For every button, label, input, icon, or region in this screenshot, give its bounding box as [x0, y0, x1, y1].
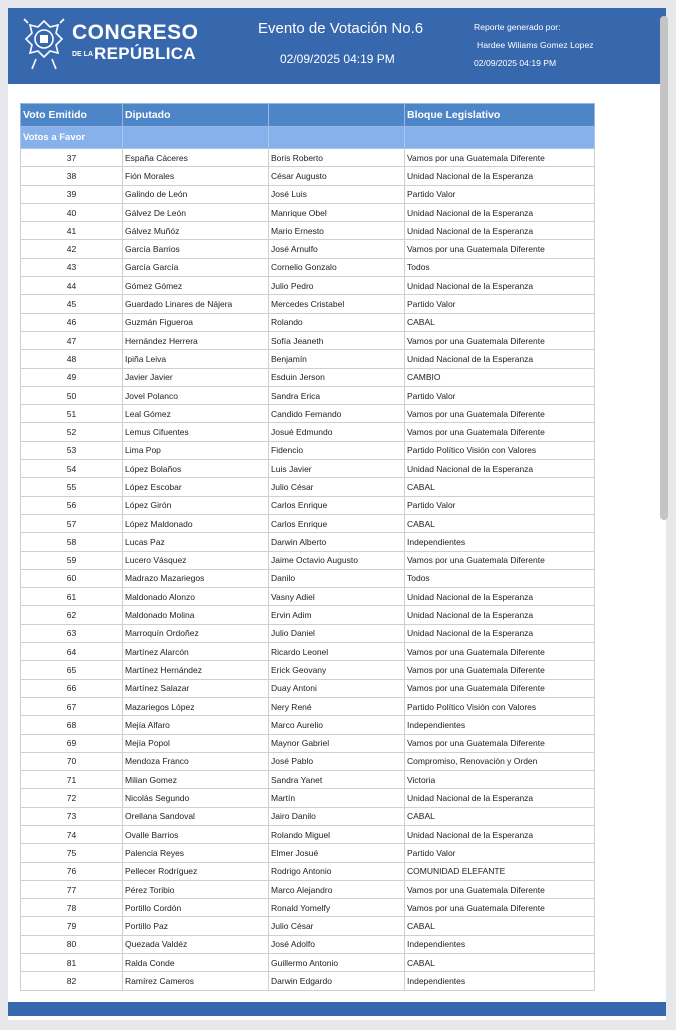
vote-number-cell: 75 [21, 844, 123, 862]
bloc-cell: Unidad Nacional de la Esperanza [405, 277, 595, 295]
bloc-cell: Vamos por una Guatemala Diferente [405, 679, 595, 697]
given-name-cell: Luis Javier [269, 460, 405, 478]
given-name-cell: Fidencio [269, 441, 405, 459]
surname-cell: Maldonado Molina [123, 606, 269, 624]
table-row [21, 551, 595, 569]
surname-cell: Martínez Hernández [123, 661, 269, 679]
given-name-cell: Sandra Yanet [269, 771, 405, 789]
table-row [21, 203, 595, 221]
given-name-cell: Duay Antoni [269, 679, 405, 697]
vote-number-cell: 51 [21, 405, 123, 423]
table-row [21, 643, 595, 661]
table-row [21, 606, 595, 624]
bloc-cell: CABAL [405, 514, 595, 532]
table-row [21, 478, 595, 496]
bloc-cell: Unidad Nacional de la Esperanza [405, 588, 595, 606]
vote-number-cell: 42 [21, 240, 123, 258]
table-row [21, 588, 595, 606]
surname-cell: Maldonado Alonzo [123, 588, 269, 606]
bloc-cell: Partido Valor [405, 844, 595, 862]
surname-cell: Nicolás Segundo [123, 789, 269, 807]
vote-number-cell: 71 [21, 771, 123, 789]
table-row [21, 331, 595, 349]
given-name-cell: Martín [269, 789, 405, 807]
given-name-cell: Esduin Jerson [269, 368, 405, 386]
table-row [21, 697, 595, 715]
surname-cell: Mejía Alfaro [123, 716, 269, 734]
bloc-cell: Vamos por una Guatemala Diferente [405, 899, 595, 917]
given-name-cell: Cornelio Gonzalo [269, 258, 405, 276]
vote-number-cell: 64 [21, 643, 123, 661]
table-row [21, 496, 595, 514]
vote-number-cell: 73 [21, 807, 123, 825]
given-name-cell: Vasny Adiel [269, 588, 405, 606]
surname-cell: Jovel Polanco [123, 386, 269, 404]
bloc-cell: Partido Político Visión con Valores [405, 441, 595, 459]
vote-number-cell: 59 [21, 551, 123, 569]
given-name-cell: Darwin Alberto [269, 533, 405, 551]
vote-number-cell: 68 [21, 716, 123, 734]
surname-cell: Mejía Popol [123, 734, 269, 752]
surname-cell: Portillo Paz [123, 917, 269, 935]
bloc-cell: Independientes [405, 935, 595, 953]
given-name-cell: Mercedes Cristabel [269, 295, 405, 313]
table-row [21, 569, 595, 587]
bloc-cell: Independientes [405, 972, 595, 990]
bloc-cell: Vamos por una Guatemala Diferente [405, 551, 595, 569]
table-row [21, 917, 595, 935]
vote-number-cell: 62 [21, 606, 123, 624]
column-header-nombres [269, 104, 405, 127]
table-row [21, 386, 595, 404]
table-row [21, 405, 595, 423]
column-header-bloque: Bloque Legislativo [405, 104, 595, 127]
surname-cell: Lucero Vásquez [123, 551, 269, 569]
surname-cell: García Barrios [123, 240, 269, 258]
vote-number-cell: 67 [21, 697, 123, 715]
table-row [21, 240, 595, 258]
given-name-cell: Nery René [269, 697, 405, 715]
given-name-cell: José Arnulfo [269, 240, 405, 258]
bloc-cell: Vamos por una Guatemala Diferente [405, 880, 595, 898]
given-name-cell: Julio César [269, 917, 405, 935]
vote-number-cell: 47 [21, 331, 123, 349]
vote-number-cell: 58 [21, 533, 123, 551]
vote-number-cell: 82 [21, 972, 123, 990]
vote-number-cell: 77 [21, 880, 123, 898]
bloc-cell: Todos [405, 569, 595, 587]
bloc-cell: Unidad Nacional de la Esperanza [405, 789, 595, 807]
bloc-cell: Partido Valor [405, 386, 595, 404]
surname-cell: Ovalle Barrios [123, 825, 269, 843]
table-row [21, 899, 595, 917]
bloc-cell: Unidad Nacional de la Esperanza [405, 203, 595, 221]
surname-cell: Gálvez Muñóz [123, 222, 269, 240]
given-name-cell: Candido Fernando [269, 405, 405, 423]
given-name-cell: Jaime Octavio Augusto [269, 551, 405, 569]
surname-cell: Pérez Toribio [123, 880, 269, 898]
report-user: Hardee Wiliams Gomez Lopez [477, 40, 594, 50]
table-row [21, 935, 595, 953]
table-row [21, 624, 595, 642]
surname-cell: Gómez Gómez [123, 277, 269, 295]
bloc-cell: Vamos por una Guatemala Diferente [405, 240, 595, 258]
vote-number-cell: 50 [21, 386, 123, 404]
vote-number-cell: 55 [21, 478, 123, 496]
given-name-cell: Ricardo Leonel [269, 643, 405, 661]
given-name-cell: Marco Alejandro [269, 880, 405, 898]
surname-cell: Orellana Sandoval [123, 807, 269, 825]
vote-number-cell: 41 [21, 222, 123, 240]
column-header-diputado: Diputado [123, 104, 269, 127]
given-name-cell: Elmer Josué [269, 844, 405, 862]
surname-cell: Lima Pop [123, 441, 269, 459]
vote-number-cell: 81 [21, 954, 123, 972]
table-row [21, 258, 595, 276]
bloc-cell: Unidad Nacional de la Esperanza [405, 167, 595, 185]
table-row [21, 350, 595, 368]
given-name-cell: Guillermo Antonio [269, 954, 405, 972]
bloc-cell: Unidad Nacional de la Esperanza [405, 222, 595, 240]
surname-cell: López Girón [123, 496, 269, 514]
surname-cell: Martínez Salazar [123, 679, 269, 697]
table-row [21, 789, 595, 807]
surname-cell: Guardado Linares de Nájera [123, 295, 269, 313]
bloc-cell: Unidad Nacional de la Esperanza [405, 825, 595, 843]
section-blank [269, 127, 405, 149]
bloc-cell: CABAL [405, 954, 595, 972]
table-row [21, 185, 595, 203]
surname-cell: Leal Gómez [123, 405, 269, 423]
given-name-cell: Ervin Adim [269, 606, 405, 624]
report-info [474, 18, 594, 72]
congress-logo [72, 22, 199, 63]
given-name-cell: Benjamín [269, 350, 405, 368]
vote-number-cell: 63 [21, 624, 123, 642]
vote-number-cell: 66 [21, 679, 123, 697]
bloc-cell: Independientes [405, 533, 595, 551]
given-name-cell: Danilo [269, 569, 405, 587]
bloc-cell: Unidad Nacional de la Esperanza [405, 624, 595, 642]
bloc-cell: CABAL [405, 478, 595, 496]
surname-cell: Galindo de León [123, 185, 269, 203]
report-page [8, 8, 666, 1020]
logo-subtitle: REPÚBLICA [94, 44, 196, 63]
given-name-cell: José Adolfo [269, 935, 405, 953]
bloc-cell: CAMBIO [405, 368, 595, 386]
section-row-votos-a-favor [21, 127, 595, 149]
bloc-cell: Partido Valor [405, 295, 595, 313]
report-footer-bar [8, 1002, 666, 1016]
surname-cell: Hernández Herrera [123, 331, 269, 349]
vote-number-cell: 43 [21, 258, 123, 276]
given-name-cell: Maynor Gabriel [269, 734, 405, 752]
table-row [21, 716, 595, 734]
surname-cell: Javier Javier [123, 368, 269, 386]
vote-number-cell: 57 [21, 514, 123, 532]
surname-cell: Portillo Cordón [123, 899, 269, 917]
surname-cell: Fión Morales [123, 167, 269, 185]
given-name-cell: César Augusto [269, 167, 405, 185]
given-name-cell: Rodrigo Antonio [269, 862, 405, 880]
table-row [21, 661, 595, 679]
given-name-cell: Rolando Miguel [269, 825, 405, 843]
bloc-cell: Compromiso, Renovación y Orden [405, 752, 595, 770]
given-name-cell: Julio César [269, 478, 405, 496]
table-header-row [21, 104, 595, 127]
bloc-cell: Todos [405, 258, 595, 276]
table-row [21, 880, 595, 898]
table-row [21, 862, 595, 880]
vote-number-cell: 37 [21, 149, 123, 167]
vote-number-cell: 74 [21, 825, 123, 843]
table-row [21, 149, 595, 167]
bloc-cell: Unidad Nacional de la Esperanza [405, 350, 595, 368]
bloc-cell: Partido Valor [405, 496, 595, 514]
vote-number-cell: 45 [21, 295, 123, 313]
vote-number-cell: 79 [21, 917, 123, 935]
logo-title: CONGRESO [72, 21, 199, 44]
section-blank [405, 127, 595, 149]
bloc-cell: CABAL [405, 313, 595, 331]
table-row [21, 514, 595, 532]
surname-cell: Madrazo Mazariegos [123, 569, 269, 587]
table-row [21, 825, 595, 843]
given-name-cell: Sofía Jeaneth [269, 331, 405, 349]
event-datetime: 02/09/2025 04:19 PM [280, 52, 395, 66]
votes-table [20, 103, 595, 991]
given-name-cell: Carlos Enrique [269, 514, 405, 532]
vote-number-cell: 80 [21, 935, 123, 953]
vote-number-cell: 69 [21, 734, 123, 752]
table-row [21, 460, 595, 478]
column-header-voto: Voto Emitido [21, 104, 123, 127]
given-name-cell: Jairo Danilo [269, 807, 405, 825]
bloc-cell: Vamos por una Guatemala Diferente [405, 661, 595, 679]
surname-cell: Martínez Alarcón [123, 643, 269, 661]
table-row [21, 167, 595, 185]
surname-cell: Guzmán Figueroa [123, 313, 269, 331]
given-name-cell: Boris Roberto [269, 149, 405, 167]
given-name-cell: José Luis [269, 185, 405, 203]
vote-number-cell: 53 [21, 441, 123, 459]
bloc-cell: Partido Político Visión con Valores [405, 697, 595, 715]
table-row [21, 441, 595, 459]
vote-number-cell: 52 [21, 423, 123, 441]
table-row [21, 313, 595, 331]
surname-cell: Ramírez Cameros [123, 972, 269, 990]
given-name-cell: Ronald Yomelfy [269, 899, 405, 917]
vote-number-cell: 38 [21, 167, 123, 185]
vote-number-cell: 65 [21, 661, 123, 679]
surname-cell: Mendoza Franco [123, 752, 269, 770]
given-name-cell: Mario Ernesto [269, 222, 405, 240]
bloc-cell: Partido Valor [405, 185, 595, 203]
bloc-cell: CABAL [405, 917, 595, 935]
bloc-cell: Vamos por una Guatemala Diferente [405, 423, 595, 441]
given-name-cell: Marco Aurelio [269, 716, 405, 734]
given-name-cell: Julio Daniel [269, 624, 405, 642]
bloc-cell: Unidad Nacional de la Esperanza [405, 460, 595, 478]
table-row [21, 423, 595, 441]
vote-number-cell: 76 [21, 862, 123, 880]
event-title: Evento de Votación No.6 [258, 20, 424, 37]
bloc-cell: Vamos por una Guatemala Diferente [405, 149, 595, 167]
bloc-cell: COMUNIDAD ELEFANTE [405, 862, 595, 880]
surname-cell: Gálvez De León [123, 203, 269, 221]
surname-cell: Ipiña Leiva [123, 350, 269, 368]
surname-cell: Milian Gomez [123, 771, 269, 789]
vote-number-cell: 70 [21, 752, 123, 770]
report-header [8, 8, 666, 84]
bloc-cell: Vamos por una Guatemala Diferente [405, 405, 595, 423]
vote-number-cell: 60 [21, 569, 123, 587]
bloc-cell: Unidad Nacional de la Esperanza [405, 606, 595, 624]
surname-cell: Pellecer Rodríguez [123, 862, 269, 880]
surname-cell: Quezada Valdéz [123, 935, 269, 953]
surname-cell: España Cáceres [123, 149, 269, 167]
scrollbar[interactable] [660, 16, 668, 520]
surname-cell: Lemus Cifuentes [123, 423, 269, 441]
bloc-cell: Vamos por una Guatemala Diferente [405, 734, 595, 752]
vote-number-cell: 40 [21, 203, 123, 221]
surname-cell: López Bolaños [123, 460, 269, 478]
votes-table-container [20, 103, 594, 991]
table-row [21, 807, 595, 825]
given-name-cell: Josué Edmundo [269, 423, 405, 441]
surname-cell: Mazariegos López [123, 697, 269, 715]
given-name-cell: Erick Geovany [269, 661, 405, 679]
vote-number-cell: 54 [21, 460, 123, 478]
given-name-cell: Sandra Erica [269, 386, 405, 404]
bloc-cell: Vamos por una Guatemala Diferente [405, 643, 595, 661]
vote-number-cell: 49 [21, 368, 123, 386]
given-name-cell: Rolando [269, 313, 405, 331]
surname-cell: Palencia Reyes [123, 844, 269, 862]
vote-number-cell: 78 [21, 899, 123, 917]
bloc-cell: Victoria [405, 771, 595, 789]
given-name-cell: Darwin Edgardo [269, 972, 405, 990]
report-label: Reporte generado por: [474, 22, 561, 32]
given-name-cell: Carlos Enrique [269, 496, 405, 514]
bloc-cell: CABAL [405, 807, 595, 825]
table-row [21, 533, 595, 551]
surname-cell: Marroquín Ordoñez [123, 624, 269, 642]
given-name-cell: Julio Pedro [269, 277, 405, 295]
surname-cell: García García [123, 258, 269, 276]
surname-cell: López Escobar [123, 478, 269, 496]
section-blank [123, 127, 269, 149]
vote-number-cell: 39 [21, 185, 123, 203]
table-row [21, 222, 595, 240]
section-label: Votos a Favor [21, 127, 123, 149]
logo-de-la: DE LA [72, 51, 93, 58]
vote-number-cell: 56 [21, 496, 123, 514]
table-row [21, 954, 595, 972]
surname-cell: López Maldonado [123, 514, 269, 532]
bloc-cell: Independientes [405, 716, 595, 734]
table-row [21, 771, 595, 789]
given-name-cell: José Pablo [269, 752, 405, 770]
vote-number-cell: 44 [21, 277, 123, 295]
surname-cell: Ralda Conde [123, 954, 269, 972]
table-row [21, 295, 595, 313]
table-row [21, 734, 595, 752]
table-row [21, 368, 595, 386]
table-row [21, 752, 595, 770]
vote-number-cell: 72 [21, 789, 123, 807]
table-row [21, 277, 595, 295]
given-name-cell: Manrique Obel [269, 203, 405, 221]
bloc-cell: Vamos por una Guatemala Diferente [405, 331, 595, 349]
table-row [21, 972, 595, 990]
vote-number-cell: 61 [21, 588, 123, 606]
vote-number-cell: 46 [21, 313, 123, 331]
table-row [21, 679, 595, 697]
table-row [21, 844, 595, 862]
congress-emblem-icon [22, 15, 66, 73]
vote-number-cell: 48 [21, 350, 123, 368]
report-datetime: 02/09/2025 04:19 PM [474, 58, 557, 68]
surname-cell: Lucas Paz [123, 533, 269, 551]
